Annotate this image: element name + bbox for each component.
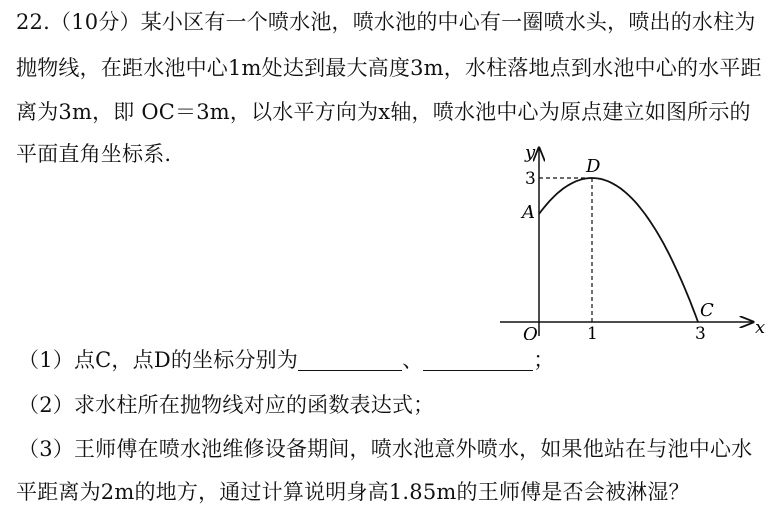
answer-blank-c [298,348,402,371]
y-axis-label: y [525,142,536,163]
question-1 [18,346,554,374]
y-tick-3-label: 3 [525,169,536,189]
question-1-prompt: （1）点C，点D的坐标分别为 [18,348,299,372]
x-axis-label: x [755,317,766,338]
x-tick-3-label: 3 [695,324,706,340]
parabola-curve [539,178,698,322]
question-1-separator: 、 [402,348,424,372]
x-tick-1-label: 1 [587,324,598,340]
point-d-label: D [586,156,601,177]
answer-blank-d [423,348,533,371]
problem-text-line-3: 离为3m，即 OC＝3m，以水平方向为x轴，喷水池中心为原点建立如图所示的 [16,100,751,124]
question-1-end: ； [533,348,555,372]
question-3-line-2: 平距离为2m的地方，通过计算说明身高1.85m的王师傅是否会被淋湿？ [16,480,690,504]
point-a-label: A [522,202,535,223]
point-c-label: C [700,300,714,321]
question-2: （2）求水柱所在抛物线对应的函数表达式； [18,393,435,417]
problem-text-line-2: 抛物线，在距水池中心1m处达到最大高度3m，水柱落地点到水池中心的水平距 [16,56,762,80]
origin-label: O [523,324,538,340]
problem-text-line-4: 平面直角坐标系. [16,142,172,166]
problem-text-line-1: 22.（10分）某小区有一个喷水池，喷水池的中心有一圈喷水头，喷出的水柱为 [16,10,756,34]
question-3-line-1: （3）王师傅在喷水池维修设备期间，喷水池意外喷水，如果他站在与池中心水 [18,437,753,461]
coordinate-graph [495,140,770,340]
